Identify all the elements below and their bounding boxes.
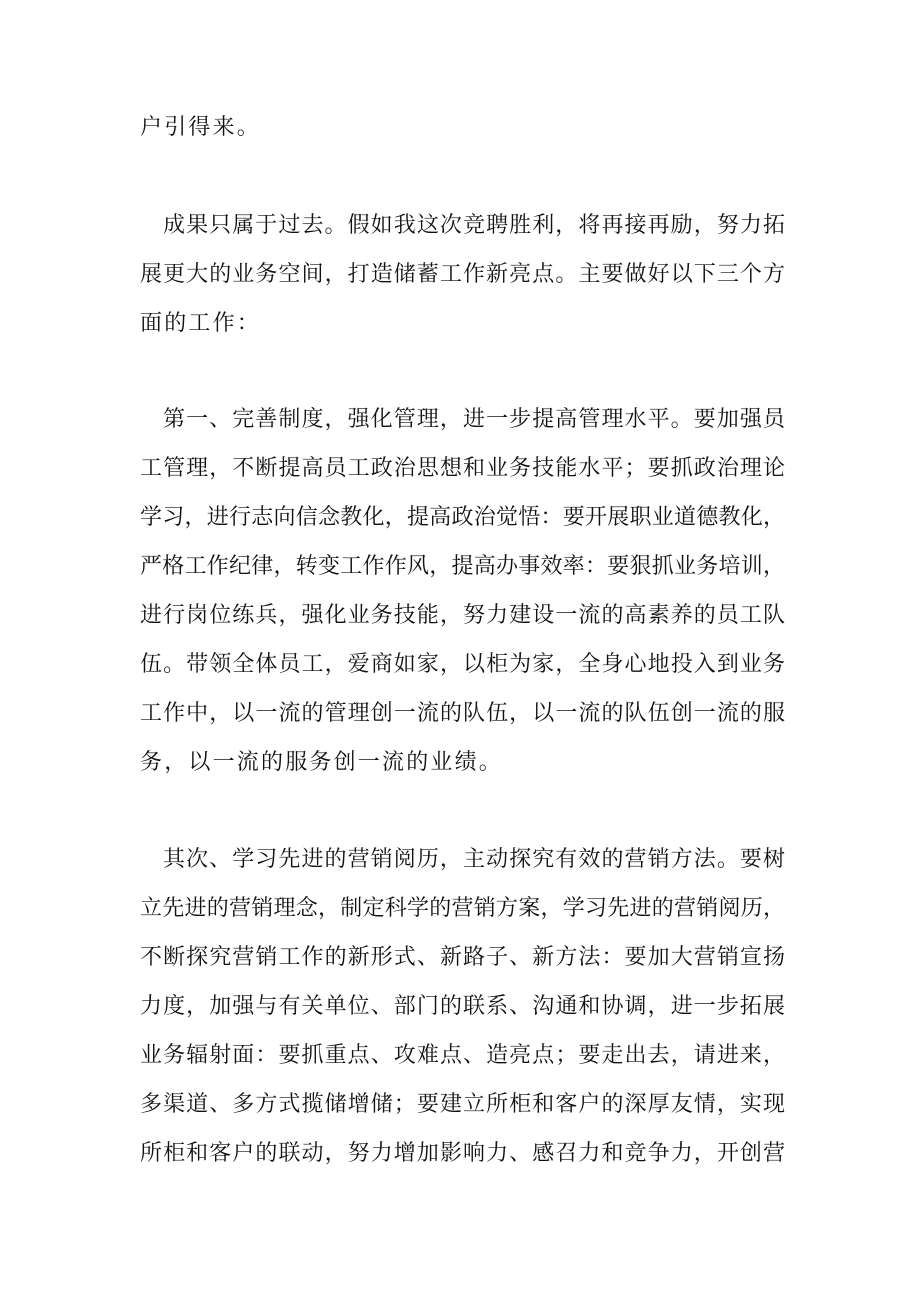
- text-line: 严格工作纪律，转变工作作风，提高办事效率：要狠抓业务培训，: [140, 554, 785, 579]
- text-line: 第一、完善制度，强化管理，进一步提高管理水平。要加强员: [163, 407, 785, 432]
- text-line: 户引得来。: [140, 115, 262, 140]
- text-line: 展更大的业务空间，打造储蓄工作新亮点。主要做好以下三个方: [140, 262, 785, 287]
- text-line: 所柜和客户的联动，努力增加影响力、感召力和竞争力，开创营: [140, 1141, 785, 1166]
- text-line: 工管理，不断提高员工政治思想和业务技能水平；要抓政治理论: [140, 456, 785, 481]
- text-line: 务，以一流的服务创一流的业绩。: [140, 750, 504, 775]
- text-line: 立先进的营销理念，制定科学的营销方案，学习先进的营销阅历，: [140, 896, 785, 921]
- text-line: 学习，进行志向信念教化，提高政治觉悟：要开展职业道德教化，: [140, 505, 785, 530]
- text-line: 工作中，以一流的管理创一流的队伍，以一流的队伍创一流的服: [140, 701, 785, 726]
- text-line: 伍。带领全体员工，爱商如家，以柜为家，全身心地投入到业务: [140, 652, 785, 677]
- text-line: 进行岗位练兵，强化业务技能，努力建设一流的高素养的员工队: [140, 603, 785, 628]
- text-line: 力度，加强与有关单位、部门的联系、沟通和协调，进一步拓展: [140, 994, 785, 1019]
- text-line: 不断探究营销工作的新形式、新路子、新方法：要加大营销宣扬: [140, 945, 785, 970]
- text-line: 面的工作：: [140, 311, 262, 336]
- text-line: 多渠道、多方式揽储增储；要建立所柜和客户的深厚友情，实现: [140, 1092, 785, 1117]
- text-line: 业务辐射面：要抓重点、攻难点、造亮点；要走出去，请进来，: [140, 1043, 785, 1068]
- text-line: 其次、学习先进的营销阅历，主动探究有效的营销方法。要树: [163, 847, 785, 872]
- text-line: 成果只属于过去。假如我这次竞聘胜利，将再接再励，努力拓: [163, 213, 785, 238]
